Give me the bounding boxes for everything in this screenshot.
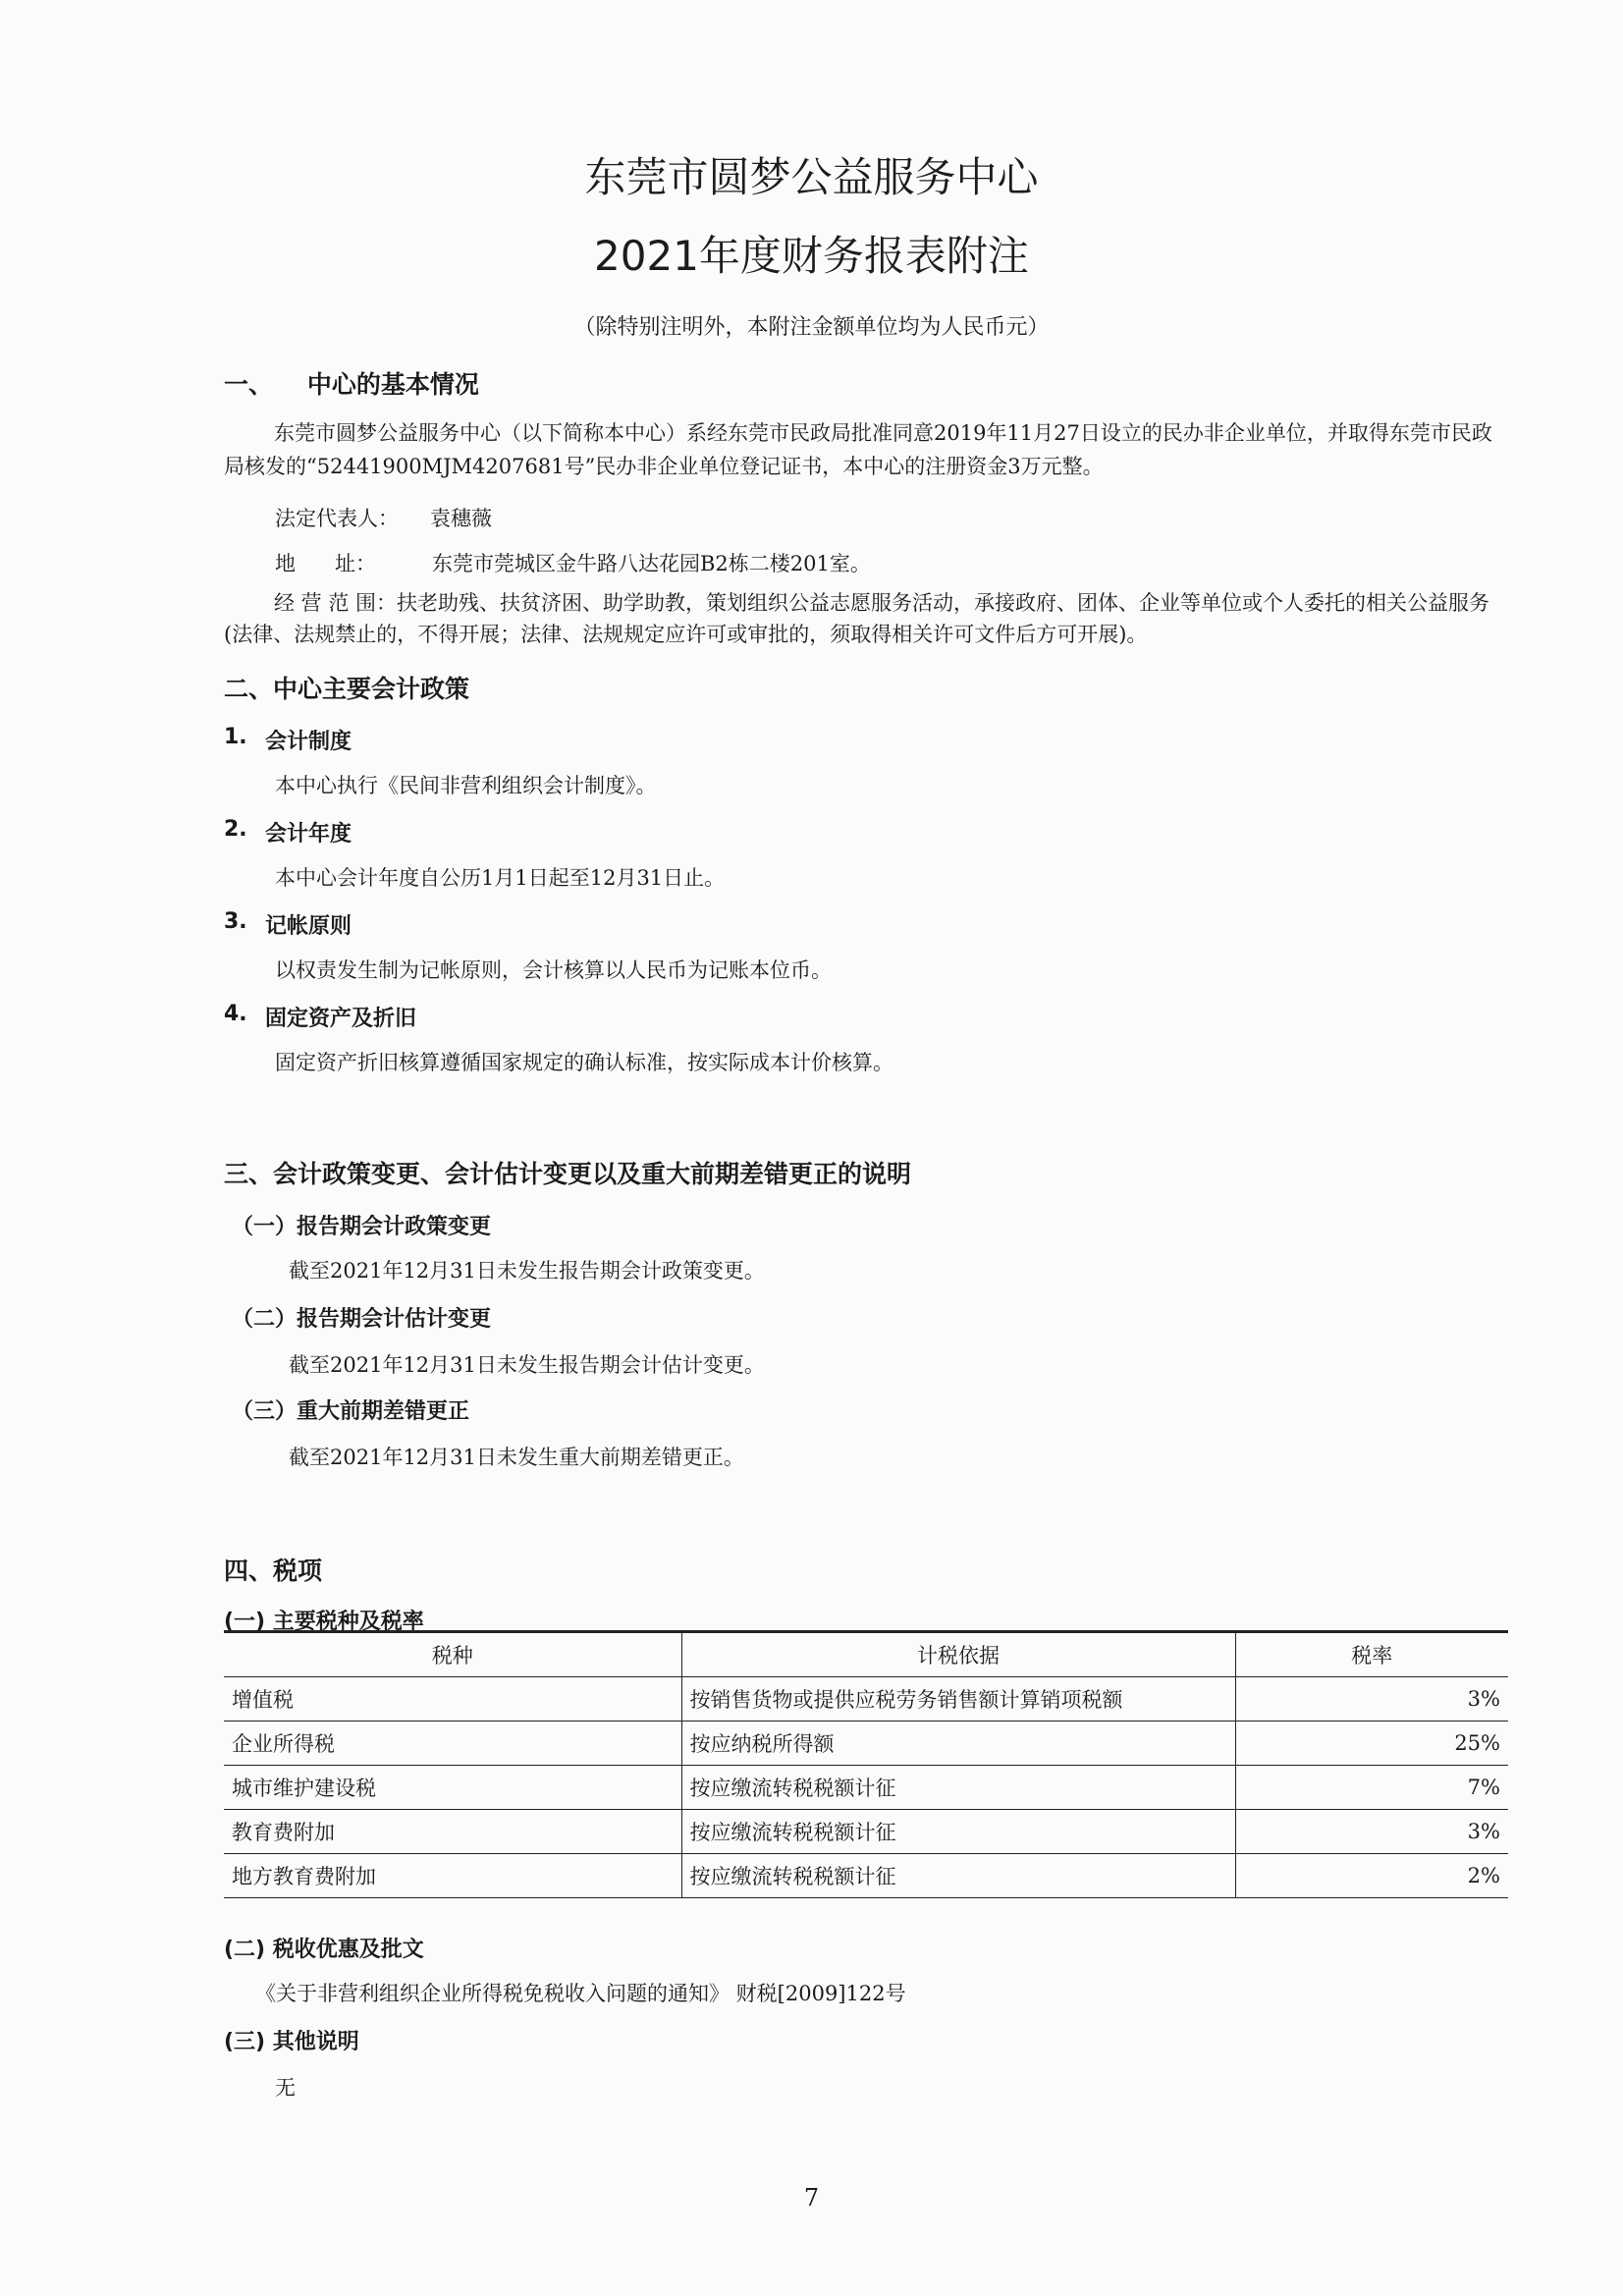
unit-note: （除特别注明外，本附注金额单位均为人民币元） xyxy=(573,315,1050,340)
policy-1-title: 会计制度 xyxy=(265,730,352,754)
policy-4-title: 固定资产及折旧 xyxy=(265,1007,417,1031)
header-tax-basis: 计税依据 xyxy=(681,1632,1235,1677)
tax-basis-cell: 按应纳税所得额 xyxy=(681,1722,1235,1766)
change-3-title: （三）重大前期差错更正 xyxy=(232,1399,470,1424)
policy-2-title: 会计年度 xyxy=(265,822,352,847)
change-3-text: 截至2021年12月31日未发生重大前期差错更正。 xyxy=(289,1446,744,1469)
tax-type-cell: 企业所得税 xyxy=(224,1722,681,1766)
section3-heading: 三、会计政策变更、会计估计变更以及重大前期差错更正的说明 xyxy=(224,1160,912,1188)
change-1-title: （一）报告期会计政策变更 xyxy=(232,1215,492,1239)
tax-rate-cell: 3% xyxy=(1235,1677,1508,1722)
change-1-text: 截至2021年12月31日未发生报告期会计政策变更。 xyxy=(289,1259,765,1283)
policy-1-num: 1. xyxy=(224,725,247,749)
tax-basis-cell: 按应缴流转税税额计征 xyxy=(681,1810,1235,1854)
policy-2-text: 本中心会计年度自公历1月1日起至12月31日止。 xyxy=(275,866,726,890)
section1-intro: 东莞市圆梦公益服务中心（以下简称本中心）系经东莞市民政局批准同意2019年11月27日设立的民办非企业单位，并取得东莞市民政局核发的“52441900MJM4207681号”民办非企业单位登记证书，本中心的注册资金3万元整。 xyxy=(224,421,1492,478)
tax-sub2-title: (二) 税收优惠及批文 xyxy=(224,1938,424,1962)
tax-table-header xyxy=(224,1632,1508,1677)
table-row xyxy=(224,1854,1508,1898)
tax-sub1-title: (一) 主要税种及税率 xyxy=(224,1610,424,1634)
table-row xyxy=(224,1722,1508,1766)
policy-3-text: 以权责发生制为记帐原则，会计核算以人民币为记账本位币。 xyxy=(275,958,832,982)
change-2-title: （二）报告期会计估计变更 xyxy=(232,1307,492,1332)
change-2-text: 截至2021年12月31日未发生报告期会计估计变更。 xyxy=(289,1353,765,1377)
tax-type-cell: 增值税 xyxy=(224,1677,681,1722)
section2-heading: 二、中心主要会计政策 xyxy=(224,675,470,703)
address-value: 东莞市莞城区金牛路八达花园B2栋二楼201室。 xyxy=(432,552,871,575)
policy-3-title: 记帐原则 xyxy=(265,914,352,939)
section1-heading: 一、 中心的基本情况 xyxy=(224,370,479,399)
tax-type-cell: 地方教育费附加 xyxy=(224,1854,681,1898)
tax-preference-text: 《关于非营利组织企业所得税免税收入问题的通知》 财税[2009]122号 xyxy=(255,1982,906,2005)
tax-sub3-title: (三) 其他说明 xyxy=(224,2030,359,2054)
tax-basis-cell: 按应缴流转税税额计征 xyxy=(681,1854,1235,1898)
section4-heading: 四、税项 xyxy=(224,1557,323,1585)
other-notes-text: 无 xyxy=(275,2076,296,2100)
legal-rep-value: 袁穗薇 xyxy=(430,507,492,530)
address-label: 地 址： xyxy=(275,552,377,575)
tax-rate-cell: 7% xyxy=(1235,1766,1508,1810)
table-row xyxy=(224,1810,1508,1854)
table-row xyxy=(224,1677,1508,1722)
legal-rep-label: 法定代表人： xyxy=(275,507,399,530)
header-tax-rate: 税率 xyxy=(1235,1632,1508,1677)
header-tax-type: 税种 xyxy=(224,1632,681,1677)
tax-basis-cell: 按应缴流转税税额计征 xyxy=(681,1766,1235,1810)
tax-table xyxy=(224,1630,1508,1898)
tax-type-cell: 城市维护建设税 xyxy=(224,1766,681,1810)
tax-rate-cell: 25% xyxy=(1235,1722,1508,1766)
document-subtitle: 2021年度财务报表附注 xyxy=(594,232,1029,280)
policy-1-text: 本中心执行《民间非营利组织会计制度》。 xyxy=(275,774,657,797)
page-number: 7 xyxy=(803,2184,820,2212)
policy-4-text: 固定资产折旧核算遵循国家规定的确认标准，按实际成本计价核算。 xyxy=(275,1051,893,1074)
policy-4-num: 4. xyxy=(224,1002,247,1026)
policy-3-num: 3. xyxy=(224,909,247,934)
tax-rate-cell: 3% xyxy=(1235,1810,1508,1854)
tax-type-cell: 教育费附加 xyxy=(224,1810,681,1854)
table-row xyxy=(224,1766,1508,1810)
business-scope: 经 营 范 围：扶老助残、扶贫济困、助学助教，策划组织公益志愿服务活动，承接政府、团体、企业等单位或个人委托的相关公益服务(法律、法规禁止的，不得开展；法律、法规规定应许可或审批的，须取得相关许可文件后方可开展)。 xyxy=(224,591,1490,646)
document-title: 东莞市圆梦公益服务中心 xyxy=(584,153,1039,201)
tax-rate-cell: 2% xyxy=(1235,1854,1508,1898)
policy-2-num: 2. xyxy=(224,817,247,842)
tax-basis-cell: 按销售货物或提供应税劳务销售额计算销项税额 xyxy=(681,1677,1235,1722)
